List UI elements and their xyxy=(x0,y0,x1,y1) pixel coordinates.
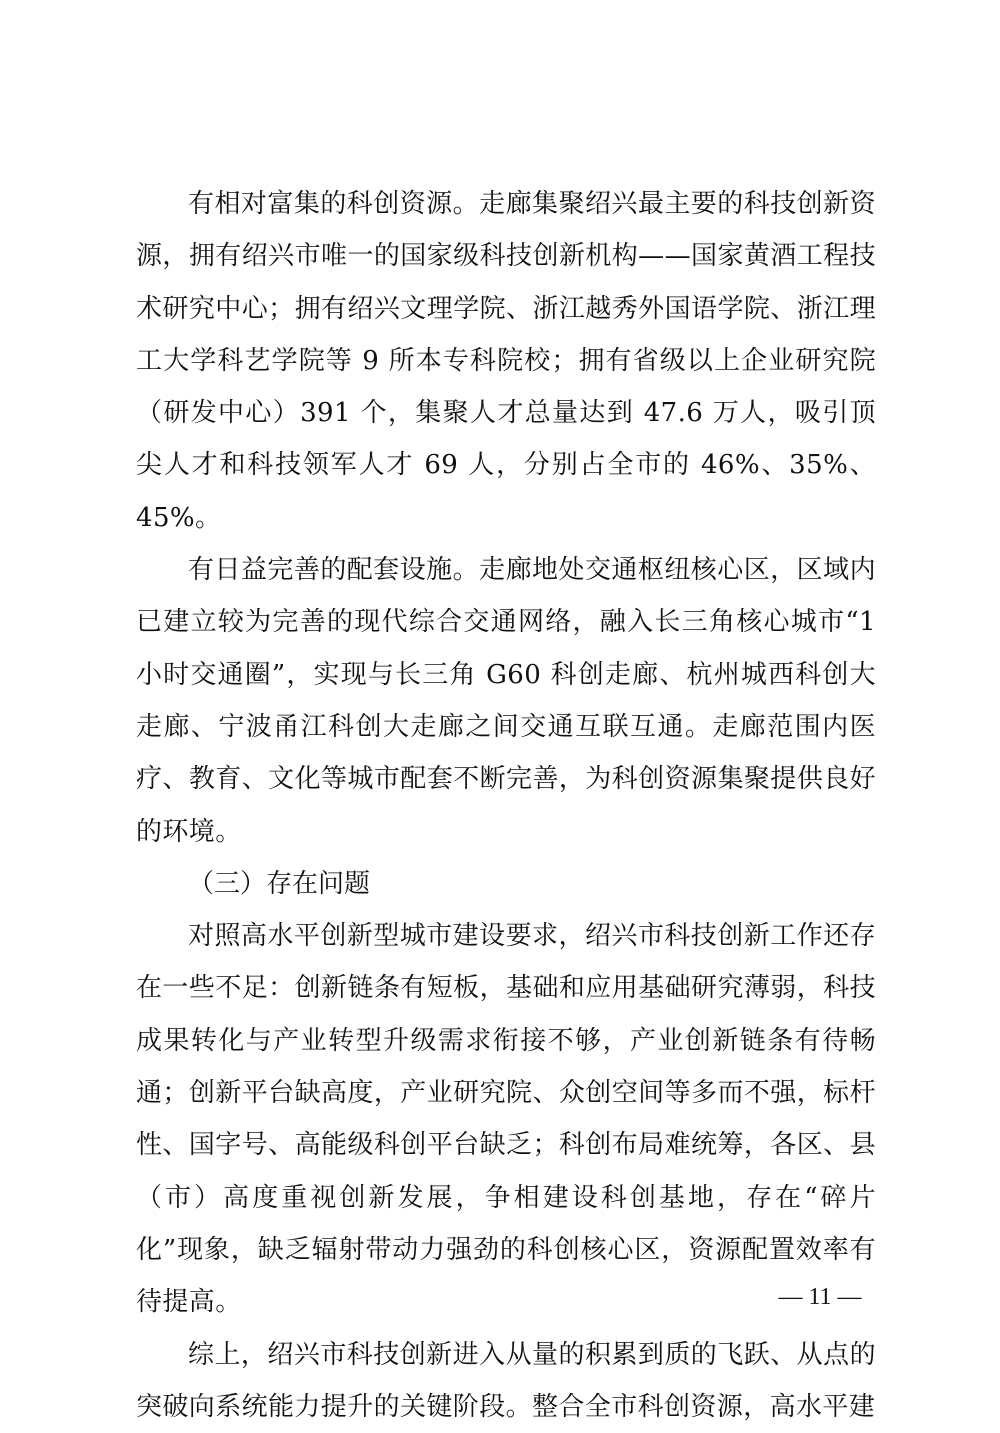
paragraph-facilities: 有日益完善的配套设施。走廊地处交通枢纽核心区，区域内已建立较为完善的现代综合交通网络，融入长三角核心城市“1 小时交通圈”，实现与长三角 G60 科创走廊、杭州城西科创大走廊、宁波甬江科创大走廊之间交通互联互通。走廊范围内医疗、教育、文化等城市配套不断完善，为科创资源集聚提供良好的环境。 xyxy=(136,555,876,847)
paragraph-summary: 综上，绍兴市科技创新进入从量的积累到质的飞跃、从点的突破向系统能力提升的关键阶段。整合全市科创资源，高水平建 xyxy=(136,1339,876,1422)
paragraph-resources: 有相对富集的科创资源。走廊集聚绍兴最主要的科技创新资源，拥有绍兴市唯一的国家级科技创新机构——国家黄酒工程技术研究中心；拥有绍兴文理学院、浙江越秀外国语学院、浙江理工大学科艺学院等 9 所本专科院校；拥有省级以上企业研究院（研发中心）391 个，集聚人才总量达到 47.6 万人，吸引顶尖人才和科技领军人才 69 人，分别占全市的 46%、35%、45%。 xyxy=(136,189,876,533)
page-number: — 11 — xyxy=(778,1284,862,1310)
document-body xyxy=(136,178,876,1433)
section-heading-problems: （三）存在问题 xyxy=(188,868,371,899)
paragraph-problems: 对照高水平创新型城市建设要求，绍兴市科技创新工作还存在一些不足：创新链条有短板，基础和应用基础研究薄弱，科技成果转化与产业转型升级需求衔接不够，产业创新链条有待畅通；创新平台缺高度，产业研究院、众创空间等多而不强，标杆性、国字号、高能级科创平台缺乏；科创布局难统筹，各区、县（市）高度重视创新发展，争相建设科创基地，存在“碎片化”现象，缺乏辐射带动力强劲的科创核心区，资源配置效率有待提高。 xyxy=(136,921,876,1318)
